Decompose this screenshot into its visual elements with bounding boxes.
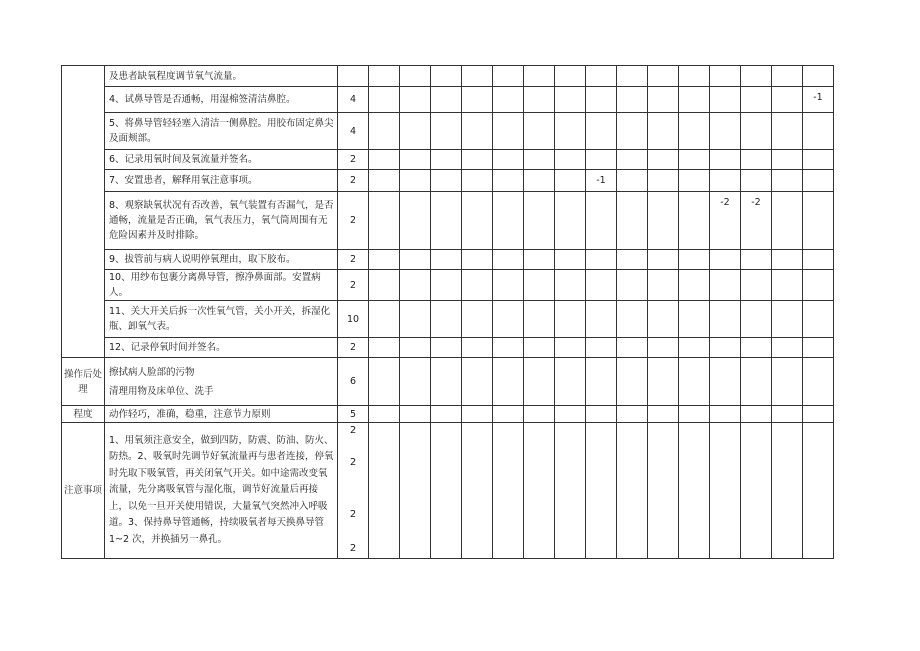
table-row xyxy=(62,423,834,559)
empty-cell xyxy=(648,250,679,270)
empty-cell xyxy=(648,66,679,87)
empty-cell xyxy=(462,113,493,150)
table-row xyxy=(62,301,834,338)
empty-cell xyxy=(772,338,803,358)
empty-cell xyxy=(369,113,400,150)
empty-cell xyxy=(648,170,679,192)
empty-cell xyxy=(400,87,431,113)
empty-cell xyxy=(741,113,772,150)
empty-cell xyxy=(803,150,834,170)
empty-cell xyxy=(369,358,400,406)
note-score: 2 xyxy=(349,424,357,436)
empty-cell xyxy=(462,66,493,87)
empty-cell xyxy=(648,358,679,406)
empty-cell xyxy=(524,87,555,113)
empty-cell xyxy=(648,150,679,170)
empty-cell xyxy=(493,87,524,113)
item-text: 及患者缺氧程度调节氧气流量。 xyxy=(105,66,338,87)
empty-cell xyxy=(679,406,710,423)
empty-cell xyxy=(462,150,493,170)
empty-cell xyxy=(400,270,431,301)
item-text: 1、用氧须注意安全，做到四防，防震、防油、防火、防热。2、吸氧时先调节好氧流量再与患者连接，停氧时先取下吸氧管，再关闭氧气开关。如中途需改变氧流量，先分离吸氧管与湿化瓶，调节好流量后再接上，以免一旦开关使用错误，大量氧气突然冲入呼吸道。3、保持鼻导管通畅，持续吸氧者每天换鼻导管 1~2 次，并换插另一鼻孔。 xyxy=(105,423,338,559)
post-line-1: 擦拭病人脸部的污物 xyxy=(109,366,195,378)
empty-cell xyxy=(462,170,493,192)
table-row xyxy=(62,87,834,113)
empty-cell xyxy=(524,406,555,423)
empty-cell xyxy=(617,192,648,250)
empty-cell xyxy=(400,250,431,270)
empty-cell xyxy=(710,170,741,192)
item-score: 2 xyxy=(338,192,369,250)
empty-cell xyxy=(803,113,834,150)
empty-cell xyxy=(555,87,586,113)
note-score: 2 xyxy=(349,508,357,520)
empty-cell xyxy=(679,170,710,192)
note-score: 2 xyxy=(349,542,357,554)
empty-cell xyxy=(431,192,462,250)
empty-cell xyxy=(493,170,524,192)
empty-cell xyxy=(586,66,617,87)
empty-cell xyxy=(493,270,524,301)
empty-cell xyxy=(369,170,400,192)
empty-cell xyxy=(772,250,803,270)
empty-cell xyxy=(648,192,679,250)
empty-cell xyxy=(431,423,462,559)
empty-cell xyxy=(462,250,493,270)
empty-cell xyxy=(524,250,555,270)
empty-cell xyxy=(369,270,400,301)
empty-cell xyxy=(431,406,462,423)
empty-cell xyxy=(710,406,741,423)
item-score: 4 xyxy=(338,87,369,113)
empty-cell xyxy=(617,150,648,170)
deduction-cell: -1 xyxy=(803,87,834,113)
empty-cell xyxy=(462,301,493,338)
item-score: 2 xyxy=(338,150,369,170)
note-score: 2 xyxy=(349,456,357,468)
empty-cell xyxy=(555,170,586,192)
empty-cell xyxy=(524,113,555,150)
empty-cell xyxy=(772,358,803,406)
empty-cell xyxy=(586,192,617,250)
table-row xyxy=(62,270,834,301)
empty-cell xyxy=(524,66,555,87)
empty-cell xyxy=(679,150,710,170)
empty-cell xyxy=(524,170,555,192)
empty-cell xyxy=(617,358,648,406)
empty-cell xyxy=(369,150,400,170)
table-row xyxy=(62,66,834,87)
item-score: 5 xyxy=(338,406,369,423)
item-text: 9、拔管前与病人说明停氧理由，取下胶布。 xyxy=(105,250,338,270)
empty-cell xyxy=(741,250,772,270)
empty-cell xyxy=(555,250,586,270)
item-score: 6 xyxy=(338,358,369,406)
empty-cell xyxy=(679,87,710,113)
empty-cell xyxy=(710,301,741,338)
item-score-column xyxy=(338,423,369,559)
empty-cell xyxy=(400,150,431,170)
empty-cell xyxy=(431,270,462,301)
empty-cell xyxy=(741,406,772,423)
empty-cell xyxy=(493,66,524,87)
empty-cell xyxy=(586,301,617,338)
empty-cell xyxy=(555,270,586,301)
empty-cell xyxy=(772,150,803,170)
empty-cell xyxy=(772,270,803,301)
empty-cell xyxy=(617,423,648,559)
empty-cell xyxy=(400,301,431,338)
item-text: 7、安置患者，解释用氧注意事项。 xyxy=(105,170,338,192)
empty-cell xyxy=(803,423,834,559)
empty-cell xyxy=(679,250,710,270)
empty-cell xyxy=(648,270,679,301)
empty-cell xyxy=(462,406,493,423)
empty-cell xyxy=(710,150,741,170)
empty-cell xyxy=(772,301,803,338)
empty-cell xyxy=(803,406,834,423)
empty-cell xyxy=(648,423,679,559)
empty-cell xyxy=(400,406,431,423)
empty-cell xyxy=(741,150,772,170)
empty-cell xyxy=(369,406,400,423)
empty-cell xyxy=(462,358,493,406)
empty-cell xyxy=(431,150,462,170)
empty-cell xyxy=(741,423,772,559)
empty-cell xyxy=(431,87,462,113)
category-label: 程度 xyxy=(62,406,105,423)
empty-cell xyxy=(431,113,462,150)
empty-cell xyxy=(710,250,741,270)
empty-cell xyxy=(617,250,648,270)
empty-cell xyxy=(524,150,555,170)
item-score: 2 xyxy=(338,270,369,301)
empty-cell xyxy=(524,270,555,301)
empty-cell xyxy=(617,406,648,423)
empty-cell xyxy=(648,301,679,338)
item-text: 4、试鼻导管是否通畅，用湿棉签清洁鼻腔。 xyxy=(105,87,338,113)
empty-cell xyxy=(741,170,772,192)
category-label: 注意事项 xyxy=(62,423,105,559)
empty-cell xyxy=(493,338,524,358)
empty-cell xyxy=(555,66,586,87)
empty-cell xyxy=(586,358,617,406)
empty-cell xyxy=(555,338,586,358)
empty-cell xyxy=(803,358,834,406)
empty-cell xyxy=(462,338,493,358)
empty-cell xyxy=(617,301,648,338)
empty-cell xyxy=(369,87,400,113)
empty-cell xyxy=(617,66,648,87)
empty-cell xyxy=(586,270,617,301)
item-text: 动作轻巧，准确，稳重，注意节力原则 xyxy=(105,406,338,423)
item-score: 10 xyxy=(338,301,369,338)
empty-cell xyxy=(710,66,741,87)
empty-cell xyxy=(772,66,803,87)
empty-cell xyxy=(710,338,741,358)
empty-cell xyxy=(803,250,834,270)
item-score: 4 xyxy=(338,113,369,150)
table-row xyxy=(62,406,834,423)
empty-cell xyxy=(524,338,555,358)
empty-cell xyxy=(462,423,493,559)
category-label: 操作后处理 xyxy=(62,358,105,406)
empty-cell xyxy=(400,66,431,87)
empty-cell xyxy=(617,87,648,113)
empty-cell xyxy=(524,423,555,559)
empty-cell xyxy=(803,170,834,192)
empty-cell xyxy=(493,423,524,559)
empty-cell xyxy=(617,113,648,150)
empty-cell xyxy=(741,301,772,338)
empty-cell xyxy=(555,113,586,150)
empty-cell xyxy=(741,270,772,301)
empty-cell xyxy=(772,406,803,423)
empty-cell xyxy=(524,192,555,250)
item-score xyxy=(338,66,369,87)
empty-cell xyxy=(772,192,803,250)
item-text: 6、记录用氧时间及氧流量并签名。 xyxy=(105,150,338,170)
scoring-sheet xyxy=(61,65,834,559)
empty-cell xyxy=(462,87,493,113)
table-row xyxy=(62,170,834,192)
item-score: 2 xyxy=(338,338,369,358)
empty-cell xyxy=(586,250,617,270)
empty-cell xyxy=(679,301,710,338)
post-line-2: 清理用物及床单位、洗手 xyxy=(109,385,214,397)
empty-cell xyxy=(772,113,803,150)
empty-cell xyxy=(493,301,524,338)
table-row xyxy=(62,358,834,406)
empty-cell xyxy=(803,270,834,301)
empty-cell xyxy=(586,423,617,559)
table-row xyxy=(62,113,834,150)
empty-cell xyxy=(648,113,679,150)
empty-cell xyxy=(772,170,803,192)
empty-cell xyxy=(586,150,617,170)
empty-cell xyxy=(462,270,493,301)
empty-cell xyxy=(741,358,772,406)
empty-cell xyxy=(524,301,555,338)
table-row xyxy=(62,338,834,358)
empty-cell xyxy=(741,338,772,358)
empty-cell xyxy=(369,66,400,87)
empty-cell xyxy=(400,358,431,406)
empty-cell xyxy=(586,87,617,113)
empty-cell xyxy=(803,301,834,338)
empty-cell xyxy=(369,423,400,559)
item-score: 2 xyxy=(338,250,369,270)
empty-cell xyxy=(369,250,400,270)
empty-cell xyxy=(555,150,586,170)
empty-cell xyxy=(400,338,431,358)
empty-cell xyxy=(710,423,741,559)
item-score: 2 xyxy=(338,170,369,192)
empty-cell xyxy=(648,338,679,358)
empty-cell xyxy=(431,301,462,338)
table-row xyxy=(62,192,834,250)
deduction-cell: -1 xyxy=(586,170,617,192)
empty-cell xyxy=(431,170,462,192)
empty-cell xyxy=(555,358,586,406)
empty-cell xyxy=(679,338,710,358)
empty-cell xyxy=(772,423,803,559)
empty-cell xyxy=(710,358,741,406)
empty-cell xyxy=(679,113,710,150)
item-text: 5、将鼻导管轻轻塞入清洁一侧鼻腔。用胶布固定鼻尖及面颊部。 xyxy=(105,113,338,150)
empty-cell xyxy=(369,192,400,250)
table-row xyxy=(62,150,834,170)
empty-cell xyxy=(462,192,493,250)
empty-cell xyxy=(555,301,586,338)
empty-cell xyxy=(493,406,524,423)
empty-cell xyxy=(679,270,710,301)
empty-cell xyxy=(710,87,741,113)
table-row xyxy=(62,250,834,270)
empty-cell xyxy=(679,192,710,250)
empty-cell xyxy=(710,270,741,301)
empty-cell xyxy=(555,423,586,559)
empty-cell xyxy=(617,170,648,192)
empty-cell xyxy=(617,338,648,358)
empty-cell xyxy=(772,87,803,113)
empty-cell xyxy=(803,192,834,250)
empty-cell xyxy=(648,87,679,113)
deduction-cell: -2 xyxy=(710,192,741,250)
item-text: 8、观察缺氧状况有否改善，氧气装置有否漏气，是否通畅，流量是否正确，氧气表压力，氧气筒周围有无危险因素并及时排除。 xyxy=(105,192,338,250)
empty-cell xyxy=(803,338,834,358)
empty-cell xyxy=(741,66,772,87)
empty-cell xyxy=(400,170,431,192)
empty-cell xyxy=(741,87,772,113)
empty-cell xyxy=(586,338,617,358)
empty-cell xyxy=(493,250,524,270)
empty-cell xyxy=(431,250,462,270)
empty-cell xyxy=(524,358,555,406)
item-text: 11、关大开关后拆一次性氧气管，关小开关，拆湿化瓶、卸氧气表。 xyxy=(105,301,338,338)
empty-cell xyxy=(555,192,586,250)
empty-cell xyxy=(400,423,431,559)
empty-cell xyxy=(431,66,462,87)
empty-cell xyxy=(369,338,400,358)
empty-cell xyxy=(493,358,524,406)
empty-cell xyxy=(586,406,617,423)
category-cell-blank xyxy=(62,66,105,358)
empty-cell xyxy=(803,66,834,87)
empty-cell xyxy=(586,113,617,150)
empty-cell xyxy=(555,406,586,423)
empty-cell xyxy=(710,113,741,150)
empty-cell xyxy=(400,192,431,250)
empty-cell xyxy=(679,66,710,87)
empty-cell xyxy=(648,406,679,423)
empty-cell xyxy=(431,338,462,358)
item-text: 10、用纱布包裹分离鼻导管，擦净鼻面部。安置病人。 xyxy=(105,270,338,301)
empty-cell xyxy=(400,113,431,150)
item-text xyxy=(105,358,338,406)
empty-cell xyxy=(493,150,524,170)
empty-cell xyxy=(679,423,710,559)
empty-cell xyxy=(369,301,400,338)
empty-cell xyxy=(493,192,524,250)
empty-cell xyxy=(493,113,524,150)
item-text: 12、记录停氧时间并签名。 xyxy=(105,338,338,358)
deduction-cell: -2 xyxy=(741,192,772,250)
empty-cell xyxy=(617,270,648,301)
empty-cell xyxy=(431,358,462,406)
empty-cell xyxy=(679,358,710,406)
